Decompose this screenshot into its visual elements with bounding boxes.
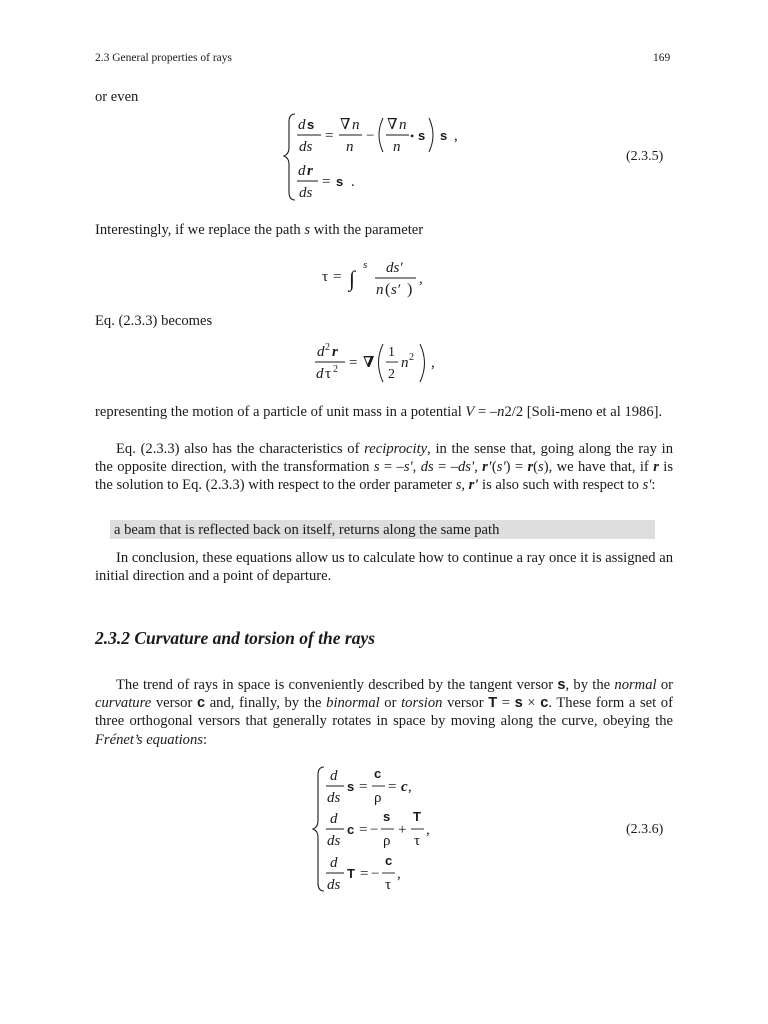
eq-term: s [336, 174, 344, 189]
eq-term: s [307, 117, 315, 132]
page-number: 169 [653, 52, 671, 64]
eq-term: c [401, 779, 408, 795]
eq-term: = [333, 269, 342, 285]
eq-term: c [385, 853, 393, 868]
eq-term: T [413, 809, 421, 824]
highlight-text: a beam that is reflected back on itself, returns along the same path [114, 522, 500, 538]
eq-term: d [317, 344, 325, 360]
eq-term: 2 [333, 364, 338, 375]
eq-term: d [330, 855, 338, 871]
eq-term: d [330, 811, 338, 827]
equation-2-3-5 [282, 108, 482, 208]
eq-term: ds [327, 833, 341, 849]
eq-term: d [316, 366, 324, 382]
eq-term: s [347, 779, 355, 794]
eq-term: , [397, 866, 401, 882]
eq-term: ds [327, 790, 341, 806]
eq-term: ds [327, 877, 341, 893]
eq-term: ∇ [340, 117, 351, 133]
eq-term: , [454, 128, 458, 144]
eq-term: = [322, 174, 331, 190]
eq-term: c [347, 822, 355, 837]
eq-term: n [376, 282, 384, 298]
eq-term: s [363, 259, 368, 271]
eq-term: , [419, 271, 423, 287]
eq-term: , [408, 779, 412, 795]
eq-term: = [349, 355, 358, 371]
eq-term: n [352, 117, 360, 133]
paragraph-becomes: Eq. (2.3.3) becomes [95, 313, 213, 329]
eq-term: , [431, 355, 435, 371]
eq-term: 2 [409, 352, 414, 363]
eq-term: n [346, 139, 354, 155]
eq-term: • [410, 129, 415, 143]
eq-term: n [401, 355, 409, 371]
eq-term: ds [299, 185, 313, 201]
equation-number-2-3-6: (2.3.6) [626, 822, 664, 837]
eq-term: 2 [325, 342, 330, 353]
eq-term: c [374, 766, 382, 781]
eq-term: , [426, 822, 430, 838]
paragraph-reciprocity: Eq. (2.3.3) also has the characteristics of reciprocity, in the sense that, going along the ray in the opposite direction, with the transformation s = –s', ds = –ds', r'(s') = r(s), we have that, if r is the solution to Eq. (2.3.3) with respect to the order parameter s, r' is also such with respect to s': [95, 441, 674, 494]
eq-term: d [330, 768, 338, 784]
eq-term: = [359, 822, 368, 838]
paragraph-representing: representing the motion of a particle of unit mass in a potential V = –n2/2 [Soli-meno et al 1986]. [95, 404, 663, 420]
eq-term: ∇ [387, 117, 398, 133]
eq-term: 2 [388, 367, 395, 382]
eq-term: − [370, 822, 379, 838]
eq-term: = [325, 128, 334, 144]
eq-term: − [371, 866, 380, 882]
eq-term: 1 [388, 345, 395, 360]
eq-term: . [351, 174, 355, 190]
eq-term: ) [407, 281, 413, 298]
eq-term: τ [325, 366, 332, 382]
eq-term: τ [322, 269, 329, 285]
equation-d2r-dtau2 [313, 340, 443, 386]
paragraph-interestingly: Interestingly, if we replace the path s with the parameter [95, 222, 424, 238]
eq-term: + [398, 822, 407, 838]
eq-term: = [359, 779, 368, 795]
eq-term: T [347, 866, 355, 881]
eq-term: = [360, 866, 369, 882]
eq-term: r [307, 163, 313, 179]
running-header: 2.3 General properties of rays [95, 52, 232, 64]
equation-tau-definition [320, 256, 440, 302]
eq-term: n [393, 139, 401, 155]
eq-term: s [383, 809, 391, 824]
paragraph-trend: The trend of rays in space is conveniently described by the tangent versor s, by the normal or curvature versor c and, finally, by the binormal or torsion versor T = s × c. These form a set of three orthogonal versors that generally rotates in space by moving along the curve, obeying the Frénet’s equations: [95, 677, 673, 748]
eq-term: ds′ [386, 260, 403, 276]
eq-term: d [298, 117, 306, 133]
eq-term: d [298, 163, 306, 179]
eq-term: τ [385, 877, 392, 893]
eq-term: s [440, 128, 448, 143]
equation-number-2-3-5: (2.3.5) [626, 149, 664, 164]
eq-term: ( [385, 281, 391, 298]
section-title: 2.3.2 Curvature and torsion of the rays [95, 628, 376, 648]
equation-2-3-6 [312, 763, 462, 895]
integral-sign: ∫ [349, 266, 356, 291]
paragraph-or-even: or even [95, 89, 139, 105]
eq-term: ρ [374, 790, 382, 806]
eq-term: r [332, 344, 338, 360]
paragraph-conclusion: In conclusion, these equations allow us to calculate how to continue a ray once it is assigned an initial direction and a point of departure. [95, 550, 673, 585]
eq-term: n [399, 117, 407, 133]
eq-term: τ [414, 833, 421, 849]
eq-term: ds [299, 139, 313, 155]
eq-term: s [418, 128, 426, 143]
eq-term: − [366, 128, 375, 144]
eq-term: s′ [391, 282, 401, 298]
eq-term: ∇ [363, 355, 375, 371]
eq-term: = [388, 779, 397, 795]
eq-term: ρ [383, 833, 391, 849]
